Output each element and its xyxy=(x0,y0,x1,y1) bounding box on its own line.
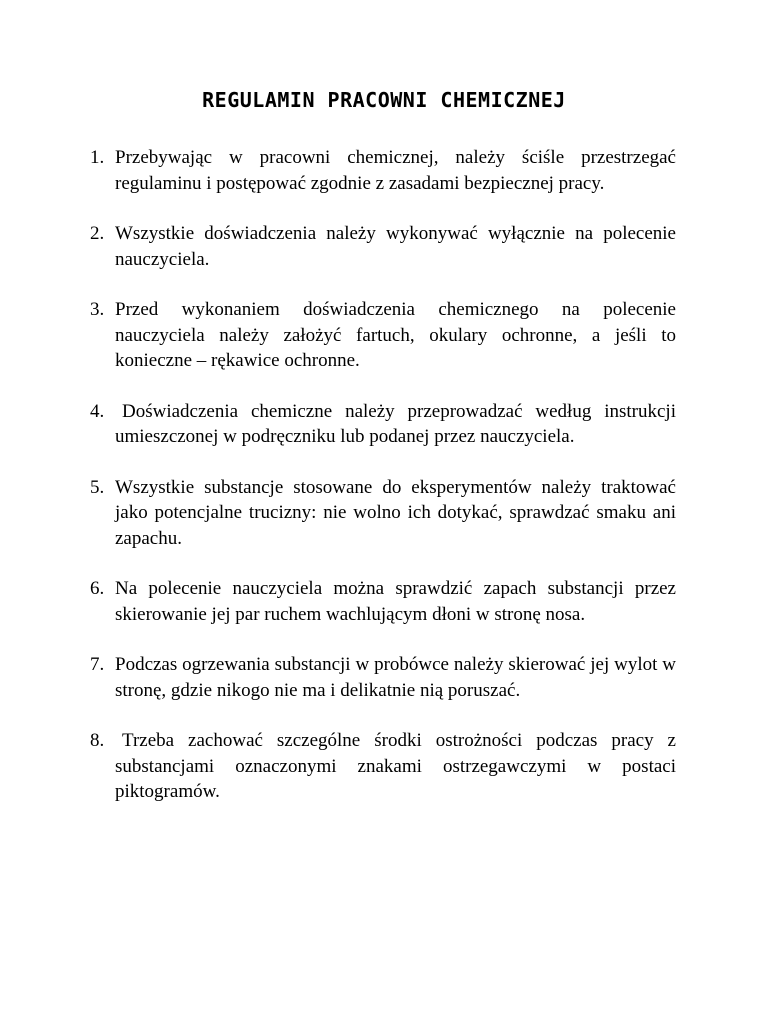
rule-item-1 xyxy=(90,145,676,196)
rule-number: 5. xyxy=(90,476,105,498)
rule-number: 1. xyxy=(90,147,105,168)
rule-number: 7. xyxy=(90,654,105,675)
rule-text: Wszystkie doświadczenia należy wykonywać wyłącznie na polecenie nauczyciela. xyxy=(115,223,676,270)
rules-list xyxy=(90,145,676,830)
rule-item-6 xyxy=(90,576,676,627)
rule-text: Trzeba zachować szczególne środki ostrożności podczas pracy z substancjami oznaczonymi znakami ostrzegawczymi w postaci piktogramów. xyxy=(115,730,676,802)
rule-number: 2. xyxy=(90,223,105,244)
rule-item-2 xyxy=(90,221,676,272)
rule-item-3 xyxy=(90,297,676,374)
document-title: REGULAMIN PRACOWNI CHEMICZNEJ xyxy=(202,88,566,112)
rule-text: Na polecenie nauczyciela można sprawdzić zapach substancji przez skierowanie jej par ruchem wachlującym dłoni w stronę nosa. xyxy=(115,578,676,625)
rule-text: Przebywając w pracowni chemicznej, należy ściśle przestrzegać regulaminu i postępować zgodnie z zasadami bezpiecznej pracy. xyxy=(115,147,676,194)
rule-text: Przed wykonaniem doświadczenia chemicznego na polecenie nauczyciela należy założyć fartuch, okulary ochronne, a jeśli to konieczne – rękawice ochronne. xyxy=(115,299,676,371)
rule-number: 8. xyxy=(90,730,105,751)
rule-text: Wszystkie substancje stosowane do eksperymentów należy traktować jako potencjalne trucizny: nie wolno ich dotykać, sprawdzać smaku ani zapachu. xyxy=(115,476,676,549)
rule-item-5 xyxy=(90,475,676,552)
rule-text: Doświadczenia chemiczne należy przeprowadzać według instrukcji umieszczonej w podręczniku lub podanej przez nauczyciela. xyxy=(115,400,676,447)
rule-item-7 xyxy=(90,652,676,703)
rule-text: Podczas ogrzewania substancji w probówce należy skierować jej wylot w stronę, gdzie nikogo nie ma i delikatnie nią poruszać. xyxy=(115,654,676,701)
rule-number: 6. xyxy=(90,578,105,599)
rule-item-4 xyxy=(90,399,676,450)
rule-number: 4. xyxy=(90,400,105,422)
rule-item-8 xyxy=(90,728,676,805)
rule-number: 3. xyxy=(90,299,105,320)
